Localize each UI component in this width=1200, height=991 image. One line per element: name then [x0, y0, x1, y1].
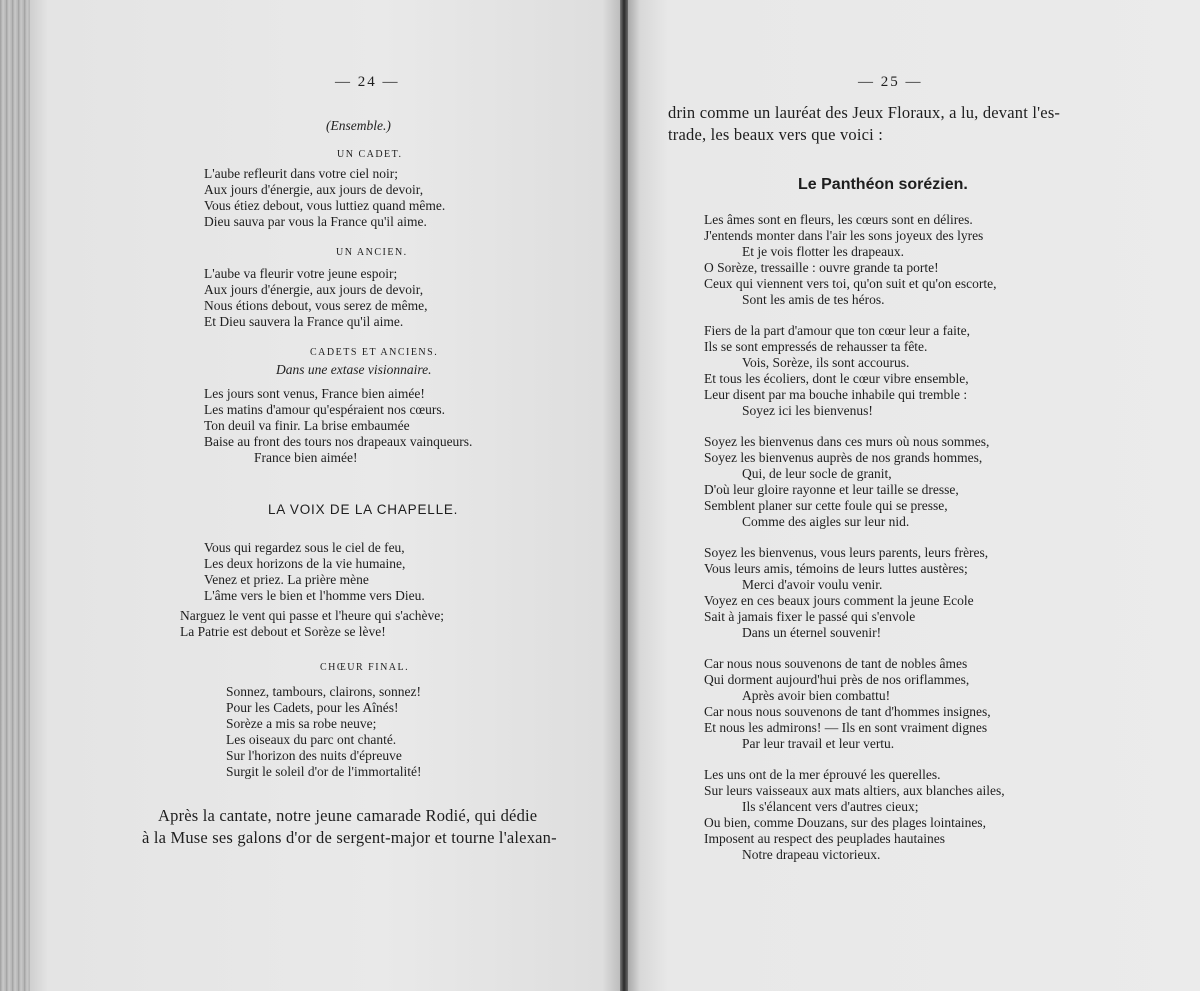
verse-line: Vous qui regardez sous le ciel de feu, [204, 540, 405, 555]
verse-line: Car nous nous souvenons de tant de nobles âmes [704, 656, 968, 671]
prose-line: à la Muse ses galons d'or de sergent-major et tourne l'alexan- [142, 828, 557, 847]
poem-stanza [704, 767, 1005, 863]
poem-stanza [704, 434, 1005, 530]
speaker-choeur-final: CHŒUR FINAL. [320, 662, 410, 673]
poem-stanzas [704, 212, 1005, 863]
verse-line: Surgit le soleil d'or de l'immortalité! [226, 764, 422, 779]
poem-body [704, 212, 1005, 863]
verse-line: Ils s'élancent vers d'autres cieux; [742, 799, 919, 814]
prose-line: trade, les beaux vers que voici : [668, 125, 884, 144]
verse-line: Sur leurs vaisseaux aux mats altiers, aux blanches ailes, [704, 783, 1005, 798]
verse-line: Vois, Sorèze, ils sont accourus. [742, 355, 910, 370]
chapelle-title: LA VOIX DE LA CHAPELLE. [268, 502, 459, 517]
verse-line: L'âme vers le bien et l'homme vers Dieu. [204, 588, 425, 603]
verse-line: O Sorèze, tressaille : ouvre grande ta porte! [704, 260, 939, 275]
prose-line: Après la cantate, notre jeune camarade Rodié, qui dédie [158, 806, 538, 825]
stanza-chapelle [204, 540, 425, 604]
poem-stanza [704, 656, 1005, 752]
verse-line: Et Dieu sauvera la France qu'il aime. [204, 314, 404, 329]
poem-stanza [704, 545, 1005, 641]
verse-line: Les oiseaux du parc ont chanté. [226, 732, 397, 747]
verse-line: L'aube va fleurir votre jeune espoir; [204, 266, 398, 281]
book-edge [0, 0, 30, 991]
prose-line: drin comme un lauréat des Jeux Floraux, a lu, devant l'es- [668, 103, 1061, 122]
left-page [30, 0, 620, 991]
verse-line: Sorèze a mis sa robe neuve; [226, 716, 377, 731]
speaker-un-cadet: UN CADET. [337, 149, 403, 160]
verse-line: J'entends monter dans l'air les sons joyeux des lyres [704, 228, 984, 243]
verse-line: Sonnez, tambours, clairons, sonnez! [226, 684, 421, 699]
verse-line: Sur l'horizon des nuits d'épreuve [226, 748, 402, 763]
verse-line: Voyez en ces beaux jours comment la jeune Ecole [704, 593, 974, 608]
verse-line: Venez et priez. La prière mène [204, 572, 369, 587]
verse-line: Leur disent par ma bouche inhabile qui tremble : [704, 387, 968, 402]
verse-line: Baise au front des tours nos drapeaux vainqueurs. [204, 434, 473, 449]
verse-line: Soyez ici les bienvenus! [742, 403, 873, 418]
stanza-ancien [204, 266, 427, 330]
verse-line: Les deux horizons de la vie humaine, [204, 556, 406, 571]
speaker-cadets-anciens: CADETS ET ANCIENS. [310, 347, 439, 358]
verse-line: Ceux qui viennent vers toi, qu'on suit et qu'on escorte, [704, 276, 997, 291]
verse-line: Vous étiez debout, vous luttiez quand même. [204, 198, 446, 213]
verse-line: Narguez le vent qui passe et l'heure qui s'achève; [180, 608, 445, 623]
prose-left [142, 805, 557, 849]
speaker-un-ancien: UN ANCIEN. [336, 247, 408, 258]
verse-line: Et je vois flotter les drapeaux. [742, 244, 904, 259]
verse-line: Soyez les bienvenus, vous leurs parents, leurs frères, [704, 545, 989, 560]
verse-line: Par leur travail et leur vertu. [742, 736, 895, 751]
prose-right [668, 102, 1060, 146]
verse-line: La Patrie est debout et Sorèze se lève! [180, 624, 386, 639]
verse-line: Et tous les écoliers, dont le cœur vibre ensemble, [704, 371, 969, 386]
page-number-right: — 25 — [858, 74, 923, 90]
verse-line: L'aube refleurit dans votre ciel noir; [204, 166, 398, 181]
ensemble-direction: (Ensemble.) [326, 118, 391, 133]
verse-line: Les jours sont venus, France bien aimée! [204, 386, 425, 401]
verse-line: Imposent au respect des peuplades hautaines [704, 831, 946, 846]
verse-line: Merci d'avoir voulu venir. [742, 577, 883, 592]
stanza-choeur [226, 684, 421, 780]
verse-line: Dans un éternel souvenir! [742, 625, 882, 640]
verse-line: Aux jours d'énergie, aux jours de devoir, [204, 282, 424, 297]
stage-direction-extase: Dans une extase visionnaire. [276, 362, 432, 377]
book-gutter [620, 0, 628, 991]
poem-stanza [704, 323, 1005, 419]
verse-line: Ton deuil va finir. La brise embaumée [204, 418, 410, 433]
verse-line: Qui dorment aujourd'hui près de nos oriflammes, [704, 672, 970, 687]
verse-line: Les matins d'amour qu'espéraient nos cœurs. [204, 402, 446, 417]
verse-line: Et nous les admirons! — Ils en sont vraiment dignes [704, 720, 988, 735]
poem-stanza [704, 212, 1005, 308]
verse-line: Fiers de la part d'amour que ton cœur leur a faite, [704, 323, 970, 338]
verse-line: Car nous nous souvenons de tant d'hommes insignes, [704, 704, 991, 719]
verse-line: Notre drapeau victorieux. [742, 847, 881, 862]
verse-line: Nous étions debout, vous serez de même, [204, 298, 428, 313]
verse-line: Qui, de leur socle de granit, [742, 466, 892, 481]
verse-line: Sait à jamais fixer le passé qui s'envole [704, 609, 916, 624]
verse-line: Après avoir bien combattu! [742, 688, 891, 703]
verse-line: D'où leur gloire rayonne et leur taille se dresse, [704, 482, 959, 497]
page-number-left: — 24 — [335, 74, 400, 90]
verse-line: Vous leurs amis, témoins de leurs luttes austères; [704, 561, 968, 576]
verse-line: Comme des aigles sur leur nid. [742, 514, 910, 529]
verse-line: Ils se sont empressés de rehausser ta fête. [704, 339, 928, 354]
verse-line: Aux jours d'énergie, aux jours de devoir, [204, 182, 424, 197]
verse-line: Soyez les bienvenus dans ces murs où nous sommes, [704, 434, 990, 449]
verse-line: Les âmes sont en fleurs, les cœurs sont en délires. [704, 212, 973, 227]
verse-line: Les uns ont de la mer éprouvé les querelles. [704, 767, 941, 782]
verse-line: Semblent planer sur cette foule qui se presse, [704, 498, 948, 513]
right-page [628, 0, 1200, 991]
verse-line: Pour les Cadets, pour les Aînés! [226, 700, 399, 715]
verse-line: Ou bien, comme Douzans, sur des plages lointaines, [704, 815, 986, 830]
verse-line: France bien aimée! [254, 450, 358, 465]
stanza-ensemble [204, 386, 472, 466]
stanza-cadet [204, 166, 445, 230]
verse-line: Soyez les bienvenus auprès de nos grands hommes, [704, 450, 983, 465]
verse-line: Sont les amis de tes héros. [742, 292, 885, 307]
stanza-chapelle-tail [180, 608, 444, 640]
poem-title: Le Panthéon sorézien. [798, 176, 968, 193]
verse-line: Dieu sauva par vous la France qu'il aime. [204, 214, 427, 229]
